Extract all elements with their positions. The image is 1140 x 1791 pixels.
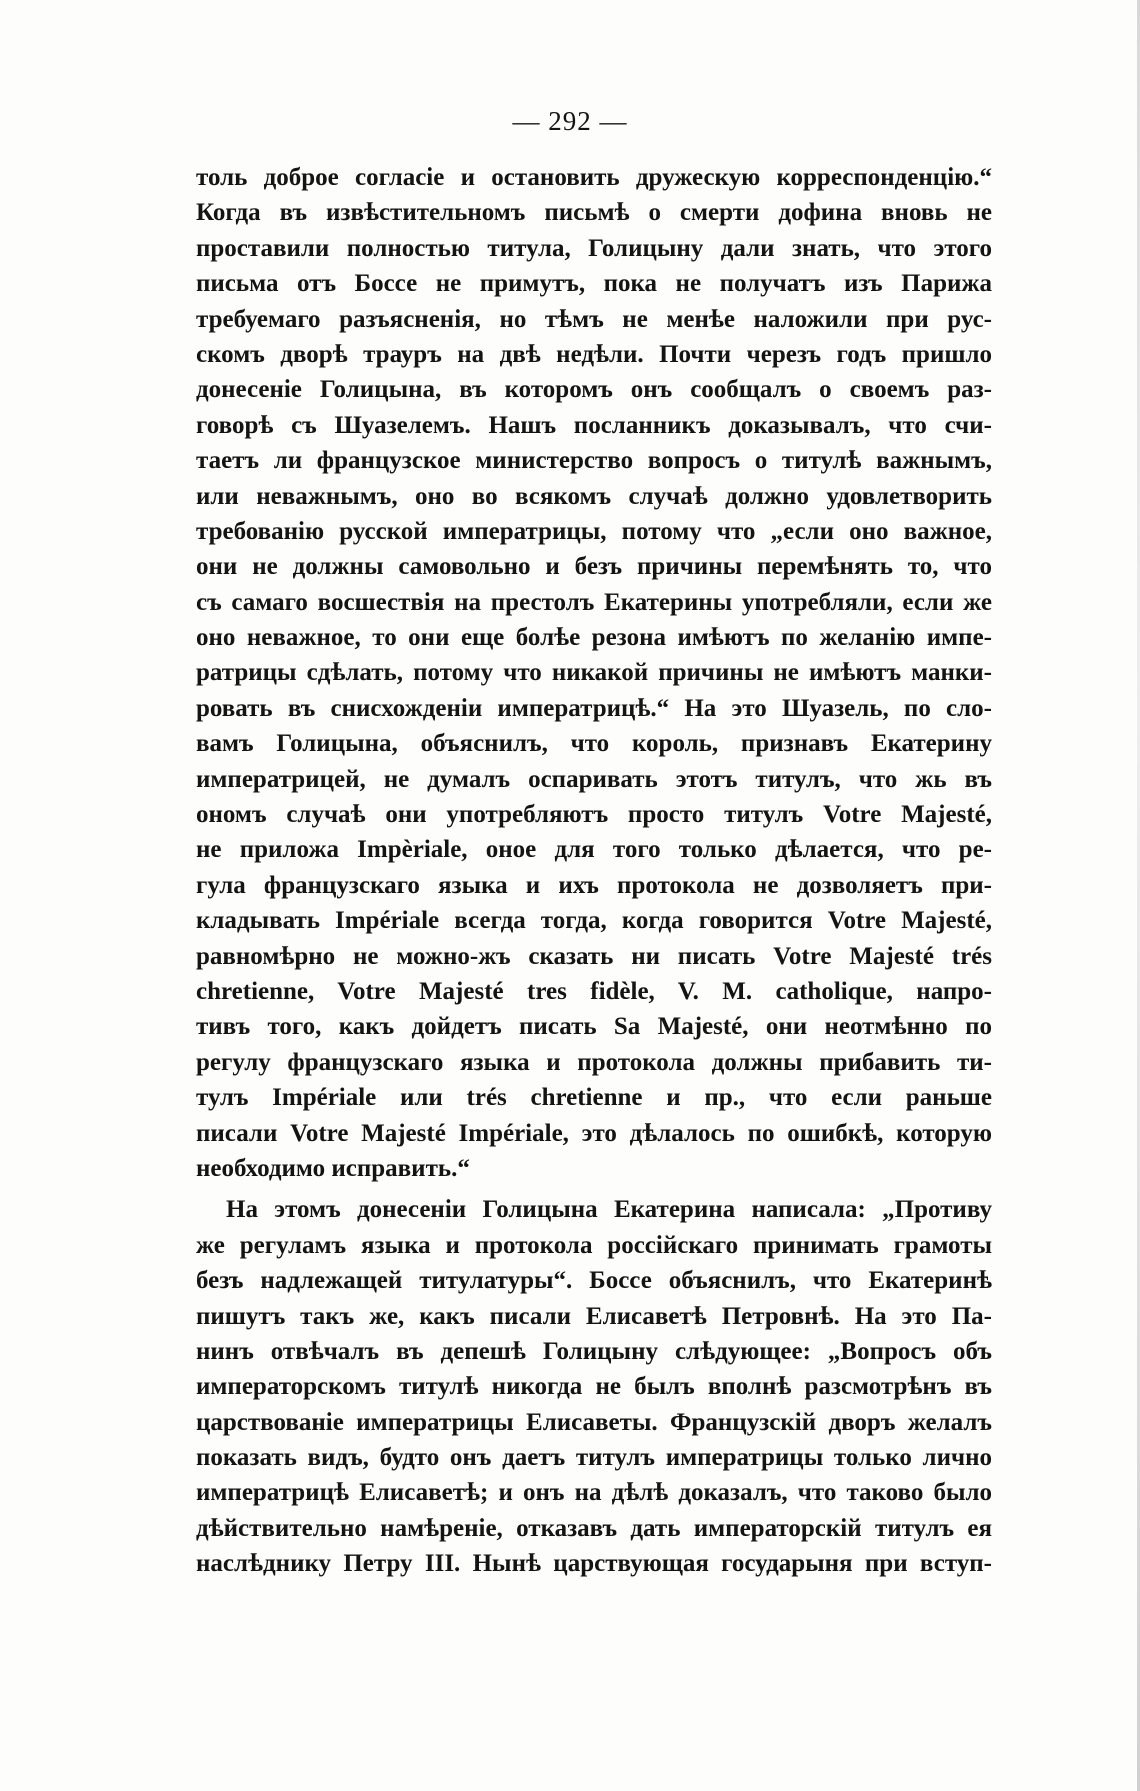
- text-line: нинъ отвѣчалъ въ депешѣ Голицыну слѣдующее: „Вопросъ объ: [196, 1337, 992, 1365]
- text-line: ратрицы сдѣлать, потому что никакой причины не имѣютъ манки-: [196, 659, 992, 687]
- text-line: ровать въ снисхожденіи императрицѣ.“ На это Шуазель, по сло-: [196, 694, 992, 722]
- text-line: На этомъ донесеніи Голицына Екатерина написала: „Противу: [226, 1196, 992, 1224]
- text-line: говорѣ съ Шуазелемъ. Нашъ посланникъ доказывалъ, что счи-: [196, 411, 992, 439]
- text-line: необходимо исправить.“: [196, 1154, 470, 1182]
- text-line: оно неважное, то они еще болѣе резона имѣютъ по желанію импе-: [196, 624, 992, 652]
- text-line: императрицѣ Елисаветѣ; и онъ на дѣлѣ доказалъ, что таково было: [196, 1479, 992, 1507]
- text-line: дѣйствительно намѣреніе, отказавъ дать императорскій титулъ ея: [196, 1514, 992, 1542]
- text-line: они не должны самовольно и безъ причины перемѣнять то, что: [196, 553, 992, 581]
- text-line: императрицей, не думалъ оспаривать этотъ титулъ, что жь въ: [196, 765, 992, 793]
- text-line: chretienne, Votre Majesté tres fidèle, V. M. catholique, напро-: [196, 977, 992, 1005]
- text-line: не приложа Impèriale, оное для того только дѣлается, что ре-: [196, 836, 992, 864]
- text-line: тивъ того, какъ дойдетъ писать Sa Majesté, они неотмѣнно по: [196, 1013, 992, 1041]
- text-line: толь доброе согласіе и остановить дружескую корреспонденцію.“: [196, 164, 992, 191]
- text-line: вамъ Голицына, объяснилъ, что король, признавъ Екатерину: [196, 730, 992, 758]
- text-line: равномѣрно не можно-жъ сказать ни писать Votre Majesté trés: [196, 942, 992, 970]
- text-line: безъ надлежащей титулатуры“. Боссе объяснилъ, что Екатеринѣ: [196, 1267, 992, 1295]
- text-line: требуемаго разъясненія, но тѣмъ не менѣе наложили при рус-: [196, 305, 992, 333]
- text-line: донесеніе Голицына, въ которомъ онъ сообщалъ о своемъ раз-: [196, 376, 992, 404]
- text-line: показать видъ, будто онъ даетъ титулъ императрицы только лично: [196, 1444, 992, 1472]
- page-number: — 292 —: [512, 106, 628, 136]
- text-line: или неважнымъ, оно во всякомъ случаѣ должно удовлетворить: [196, 482, 992, 510]
- paragraph-2: [196, 1192, 992, 1581]
- text-line: кладывать Impériale всегда тогда, когда говорится Votre Majesté,: [196, 907, 992, 935]
- paragraph-1: [196, 160, 992, 1186]
- text-line: императорскомъ титулѣ никогда не былъ вполнѣ разсмотрѣнъ въ: [196, 1373, 992, 1401]
- text-line: царствованіе императрицы Елисаветы. Французскій дворъ желалъ: [196, 1408, 992, 1436]
- text-line: писали Votre Majesté Impériale, это дѣлалось по ошибкѣ, которую: [196, 1119, 992, 1147]
- text-line: пишутъ такъ же, какъ писали Елисаветѣ Петровнѣ. На это Па-: [196, 1302, 992, 1330]
- text-line: регулу французскаго языка и протокола должны прибавить ти-: [196, 1048, 992, 1076]
- text-line: проставили полностью титула, Голицыну дали знать, что этого: [196, 234, 992, 262]
- text-line: требованію русской императрицы, потому что „если оно важное,: [196, 517, 992, 545]
- text-line: ономъ случаѣ они употребляютъ просто титулъ Votre Majesté,: [196, 801, 992, 829]
- text-line: Когда въ извѣстительномъ письмѣ о смерти дофина вновь не: [196, 199, 992, 227]
- text-line: съ самаго восшествія на престолъ Екатерины употребляли, если же: [196, 588, 992, 616]
- page-text: [196, 160, 992, 1582]
- text-line: гула французскаго языка и ихъ протокола не дозволяетъ при-: [196, 871, 992, 899]
- text-line: наслѣднику Петру III. Нынѣ царствующая государыня при вступ-: [196, 1550, 992, 1578]
- text-line: тулъ Impériale или trés chretienne и пр., что если раньше: [196, 1084, 992, 1112]
- text-line: скомъ дворѣ трауръ на двѣ недѣли. Почти черезъ годъ пришло: [196, 340, 992, 368]
- text-line: письма отъ Боссе не примутъ, пока не получатъ изъ Парижа: [196, 270, 992, 298]
- text-line: же регуламъ языка и протокола россійскаго принимать грамоты: [196, 1231, 992, 1259]
- text-line: таетъ ли французское министерство вопросъ о титулѣ важнымъ,: [196, 447, 992, 475]
